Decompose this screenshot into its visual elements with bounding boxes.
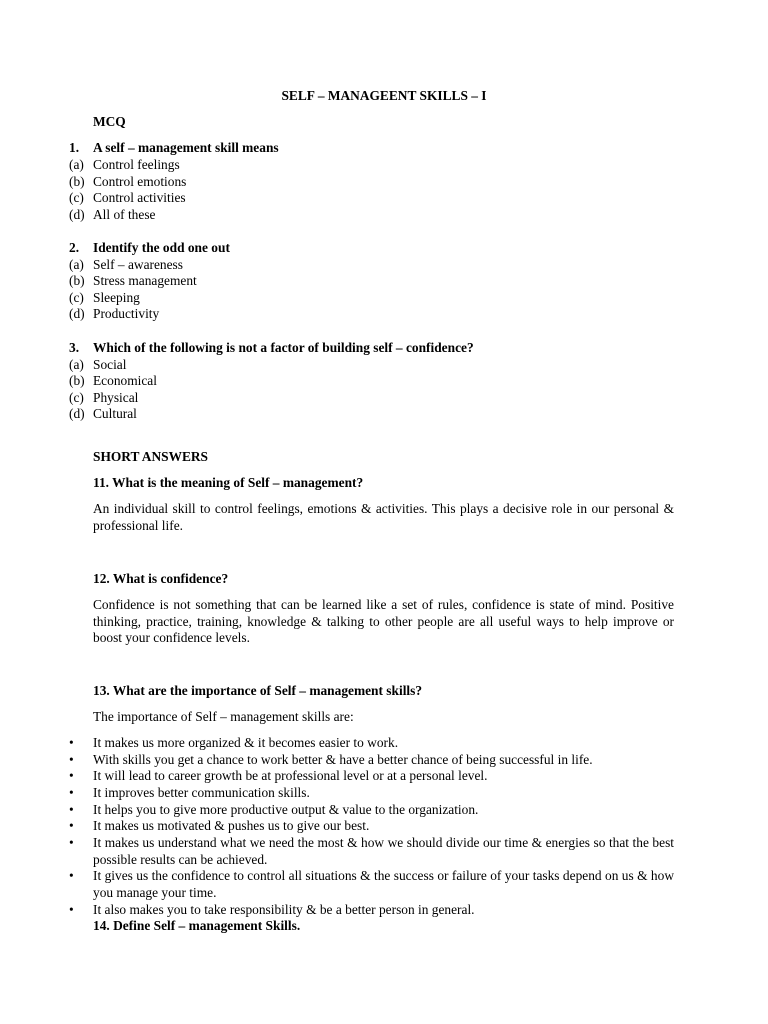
short-question-11: 11. What is the meaning of Self – management?	[93, 475, 364, 490]
option-marker: (a)	[69, 157, 84, 172]
importance-point-7	[69, 835, 674, 868]
option-text: Social	[93, 357, 127, 372]
question-text: Which of the following is not a factor of building self – confidence?	[93, 340, 474, 355]
option-text: Productivity	[93, 306, 160, 321]
option-marker: (c)	[69, 190, 84, 205]
short-answers-heading: SHORT ANSWERS	[93, 449, 209, 464]
document-title: SELF – MANAGEENT SKILLS – I	[281, 88, 487, 103]
option-2c	[69, 290, 140, 307]
option-marker: (c)	[69, 290, 84, 305]
option-text: Stress management	[93, 273, 197, 288]
short-question-12: 12. What is confidence?	[93, 571, 229, 586]
bullet-icon: •	[69, 768, 74, 783]
point-text: It makes us motivated & pushes us to give our best.	[93, 818, 370, 833]
option-text: Control feelings	[93, 157, 180, 172]
option-3b	[69, 373, 157, 390]
importance-point-4	[69, 785, 674, 802]
option-3d	[69, 406, 137, 423]
importance-point-1	[69, 735, 674, 752]
option-marker: (a)	[69, 257, 84, 272]
question-text: A self – management skill means	[93, 140, 279, 155]
option-1a	[69, 157, 180, 174]
short-answer-13-intro: The importance of Self – management skills are:	[93, 709, 354, 724]
option-text: Economical	[93, 373, 157, 388]
question-number: 2.	[69, 240, 80, 255]
bullet-icon: •	[69, 818, 74, 833]
mcq-heading: MCQ	[93, 114, 126, 129]
option-text: Cultural	[93, 406, 137, 421]
question-2	[69, 240, 230, 257]
point-text: It gives us the confidence to control all situations & the success or failure of your tasks depend on us & how you manage your time.	[93, 868, 674, 900]
option-2d	[69, 306, 159, 323]
short-answer-12: Confidence is not something that can be learned like a set of rules, confidence is state of mind. Positive thinking, practice, training, knowledge & talking to other people are all useful ways to help improve or boost your confidence levels.	[93, 597, 674, 646]
option-text: Sleeping	[93, 290, 140, 305]
option-marker: (b)	[69, 373, 85, 388]
option-1d	[69, 207, 155, 224]
question-text: Identify the odd one out	[93, 240, 230, 255]
point-text: It makes us more organized & it becomes easier to work.	[93, 735, 399, 750]
point-text: It improves better communication skills.	[93, 785, 310, 800]
bullet-icon: •	[69, 835, 74, 850]
question-3	[69, 340, 474, 357]
option-marker: (b)	[69, 273, 85, 288]
point-text: It also makes you to take responsibility & be a better person in general.	[93, 902, 475, 917]
option-marker: (a)	[69, 357, 84, 372]
option-text: Self – awareness	[93, 257, 183, 272]
importance-point-8	[69, 868, 674, 901]
question-number: 1.	[69, 140, 80, 155]
bullet-icon: •	[69, 802, 74, 817]
option-marker: (b)	[69, 174, 85, 189]
short-question-13: 13. What are the importance of Self – management skills?	[93, 683, 423, 698]
option-3a	[69, 357, 126, 374]
option-text: Control activities	[93, 190, 186, 205]
option-marker: (c)	[69, 390, 84, 405]
question-1	[69, 140, 279, 157]
bullet-icon: •	[69, 735, 74, 750]
point-text: It makes us understand what we need the most & how we should divide our time & energies so that the best possible results can be achieved.	[93, 835, 674, 867]
option-text: All of these	[93, 207, 156, 222]
point-text: With skills you get a chance to work better & have a better chance of being successful in life.	[93, 752, 593, 767]
importance-point-9	[69, 902, 674, 919]
point-text: It will lead to career growth be at professional level or at a personal level.	[93, 768, 488, 783]
point-text: It helps you to give more productive output & value to the organization.	[93, 802, 479, 817]
option-2b	[69, 273, 197, 290]
bullet-icon: •	[69, 868, 74, 883]
importance-point-6	[69, 818, 674, 835]
option-marker: (d)	[69, 207, 85, 222]
option-1b	[69, 174, 186, 191]
short-question-14: 14. Define Self – management Skills.	[93, 918, 301, 933]
bullet-icon: •	[69, 902, 74, 917]
short-answer-11: An individual skill to control feelings, emotions & activities. This plays a decisive role in our personal & professional life.	[93, 501, 674, 533]
question-number: 3.	[69, 340, 80, 355]
bullet-icon: •	[69, 785, 74, 800]
option-text: Control emotions	[93, 174, 187, 189]
option-text: Physical	[93, 390, 139, 405]
option-marker: (d)	[69, 306, 85, 321]
importance-point-5	[69, 802, 674, 819]
importance-point-3	[69, 768, 674, 785]
option-2a	[69, 257, 183, 274]
importance-point-2	[69, 752, 674, 769]
option-1c	[69, 190, 186, 207]
option-marker: (d)	[69, 406, 85, 421]
bullet-icon: •	[69, 752, 74, 767]
option-3c	[69, 390, 138, 407]
